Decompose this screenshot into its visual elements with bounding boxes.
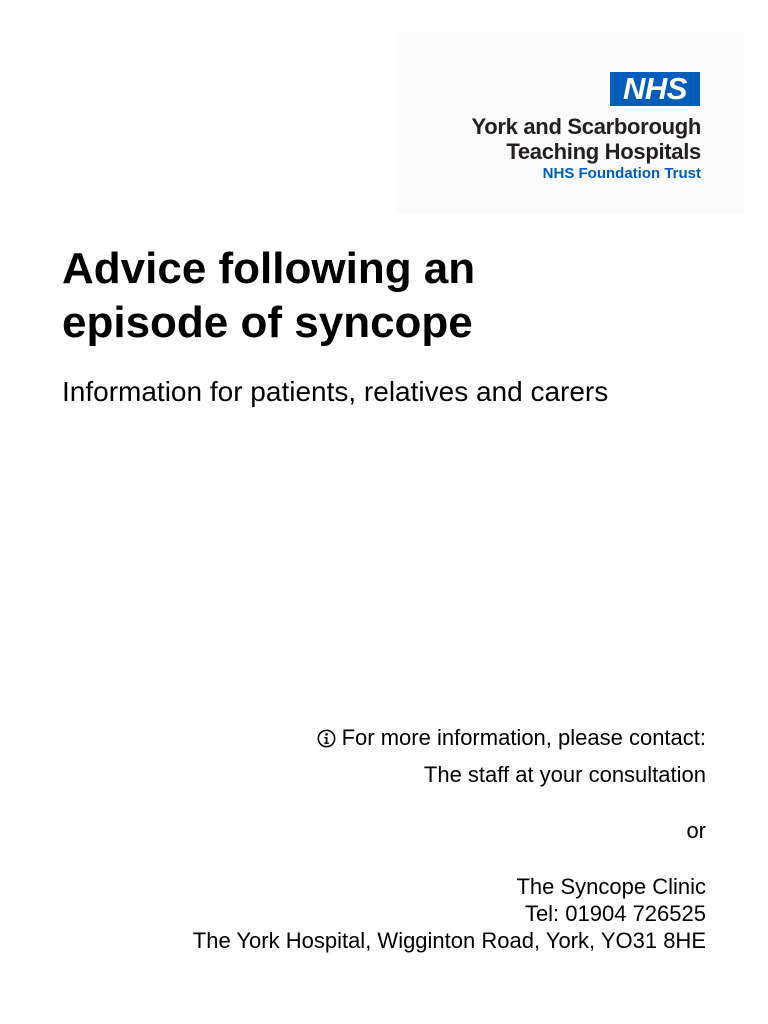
nhs-badge: NHS [610,72,700,106]
contact-intro-text: For more information, please contact: [341,725,706,750]
contact-or: or [686,818,706,843]
info-icon [317,729,336,748]
trust-name-line-2: Teaching Hospitals [506,139,701,164]
page-subtitle: Information for patients, relatives and carers [62,376,609,407]
page-title-line-2: episode of syncope [62,298,473,347]
clinic-telephone: Tel: 01904 726525 [524,901,706,926]
foundation-trust-label: NHS Foundation Trust [542,165,701,182]
clinic-address: The York Hospital, Wigginton Road, York, YO31 8HE [192,928,706,953]
page-title [62,242,682,350]
contact-staff: The staff at your consultation [423,762,706,787]
contact-block [86,724,706,954]
clinic-name: The Syncope Clinic [516,874,706,899]
trust-name [471,114,701,164]
trust-name-line-1: York and Scarborough [471,114,701,139]
nhs-trust-logo [396,32,744,214]
page-title-line-1: Advice following an [62,244,476,293]
contact-intro [86,724,706,751]
